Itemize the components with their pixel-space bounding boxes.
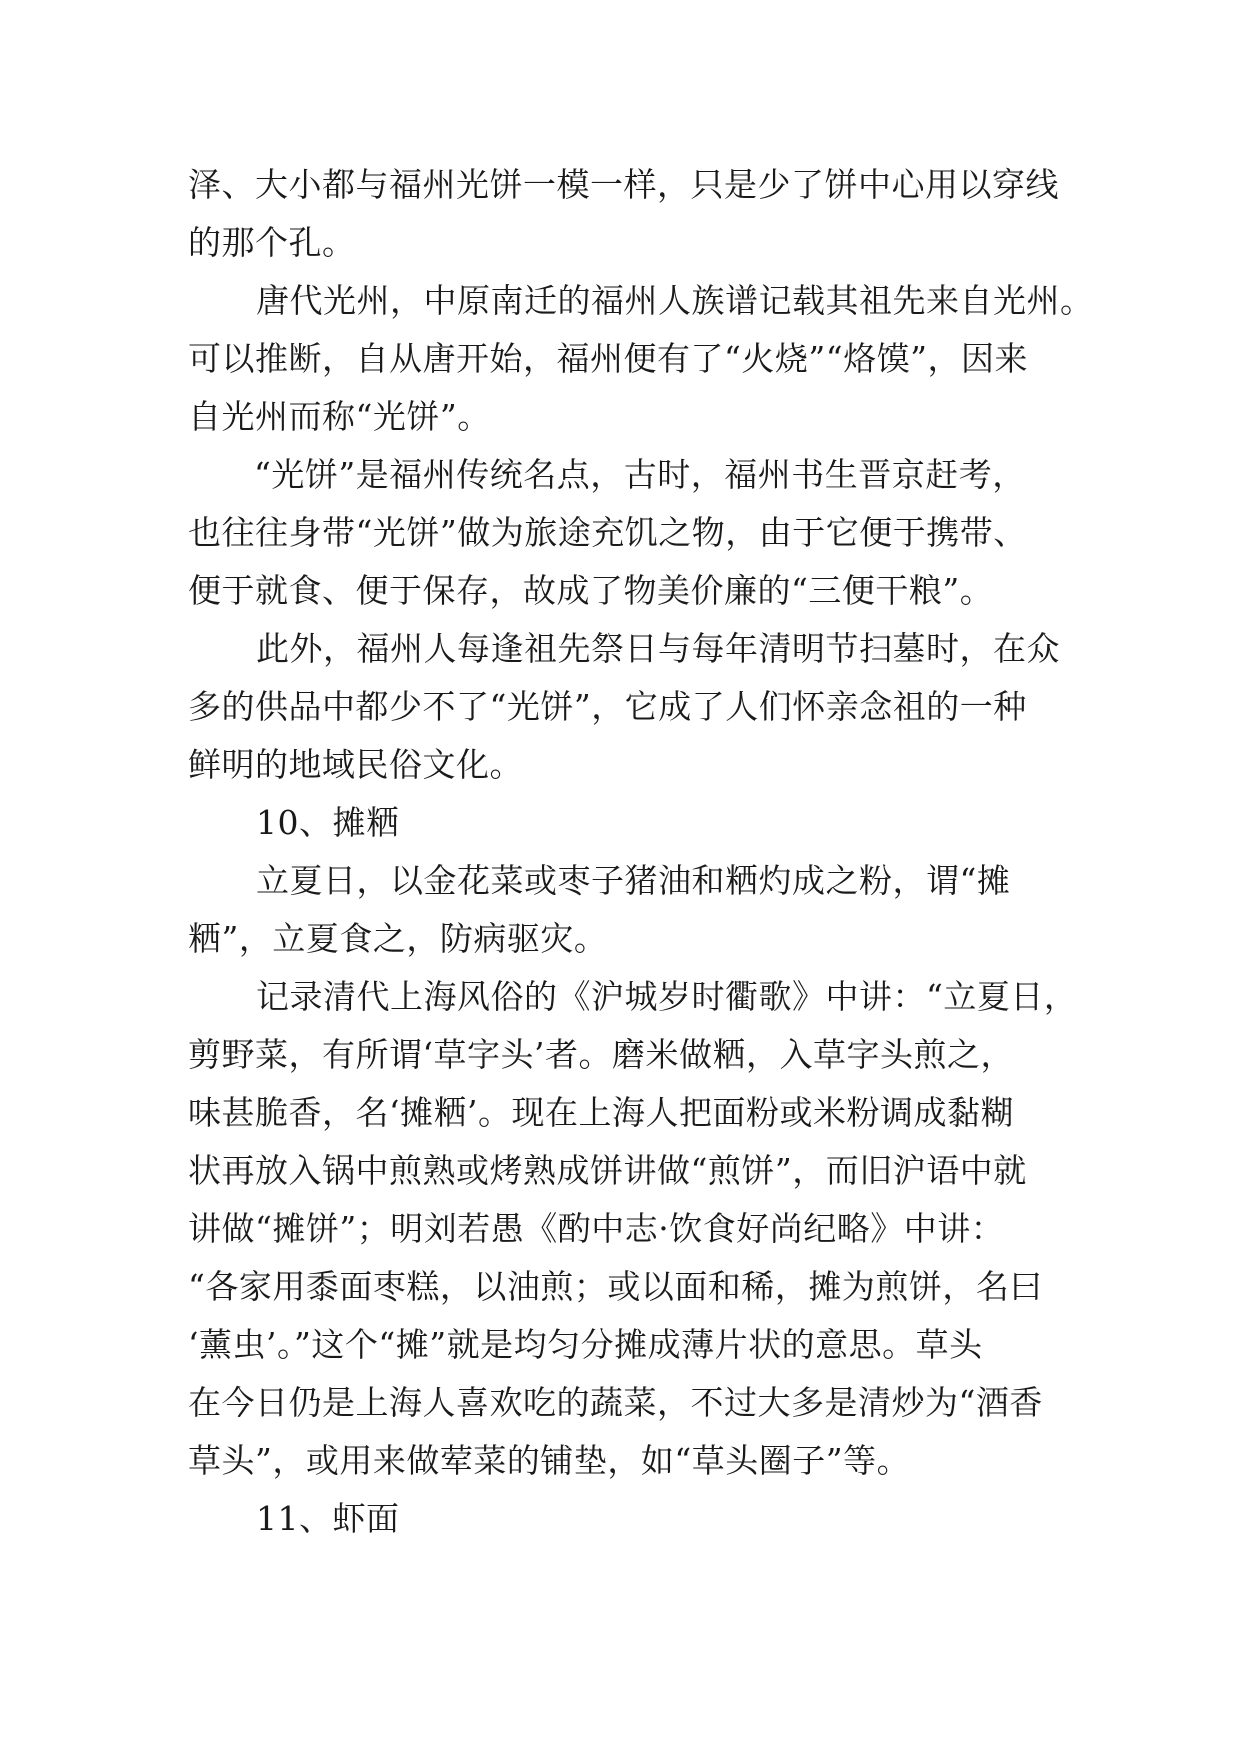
text-line: 在今日仍是上海人喜欢吃的蔬菜，不过大多是清炒为“酒香 — [188, 1383, 1043, 1422]
text-line: 立夏日，以金花菜或枣子猪油和粞灼成之粉，谓“摊 — [256, 861, 1011, 900]
text-line: ‘薰虫’。”这个“摊”就是均匀分摊成薄片状的意思。草头 — [188, 1325, 983, 1364]
text-line: 便于就食、便于保存，故成了物美价廉的“三便干粮”。 — [188, 571, 994, 610]
text-line: 状再放入锅中煎熟或烤熟成饼讲做“煎饼”，而旧沪语中就 — [188, 1151, 1027, 1190]
text-line: 草头”，或用来做荤菜的铺垫，如“草头圈子”等。 — [188, 1441, 911, 1480]
section-heading: 11、虾面 — [256, 1499, 400, 1538]
text-line: 讲做“摊饼”；明刘若愚《酌中志·饮食好尚纪略》中讲： — [188, 1209, 1005, 1248]
section-heading: 10、摊粞 — [256, 803, 400, 842]
text-line: 自光州而称“光饼”。 — [188, 397, 491, 436]
text-line: 鲜明的地域民俗文化。 — [188, 745, 523, 784]
text-line: 此外，福州人每逢祖先祭日与每年清明节扫墓时，在众 — [256, 629, 1060, 668]
text-line: 唐代光州，中原南迁的福州人族谱记载其祖先来自光州。 — [256, 281, 1094, 320]
text-line: “光饼”是福州传统名点，古时，福州书生晋京赶考， — [254, 455, 1026, 494]
text-line: 多的供品中都少不了“光饼”，它成了人们怀亲念祖的一种 — [188, 687, 1027, 726]
text-line: 剪野菜，有所谓‘草字头’者。磨米做粞，入草字头煎之， — [188, 1035, 1014, 1074]
text-line: 味甚脆香，名‘摊粞’。现在上海人把面粉或米粉调成黏糊 — [188, 1093, 1014, 1132]
text-line: “各家用黍面枣糕，以油煎；或以面和稀，摊为煎饼，名曰 — [188, 1267, 1043, 1306]
text-line: 也往往身带“光饼”做为旅途充饥之物，由于它便于携带、 — [188, 513, 1027, 552]
text-line: 泽、大小都与福州光饼一模一样，只是少了饼中心用以穿线 — [188, 165, 1059, 204]
text-line: 的那个孔。 — [188, 223, 356, 262]
text-line: 可以推断，自从唐开始，福州便有了“火烧”“烙馍”，因来 — [188, 339, 1028, 378]
text-line: 记录清代上海风俗的《沪城岁时衢歌》中讲：“立夏日， — [256, 977, 1078, 1016]
text-line: 粞”，立夏食之，防病驱灾。 — [188, 919, 608, 958]
